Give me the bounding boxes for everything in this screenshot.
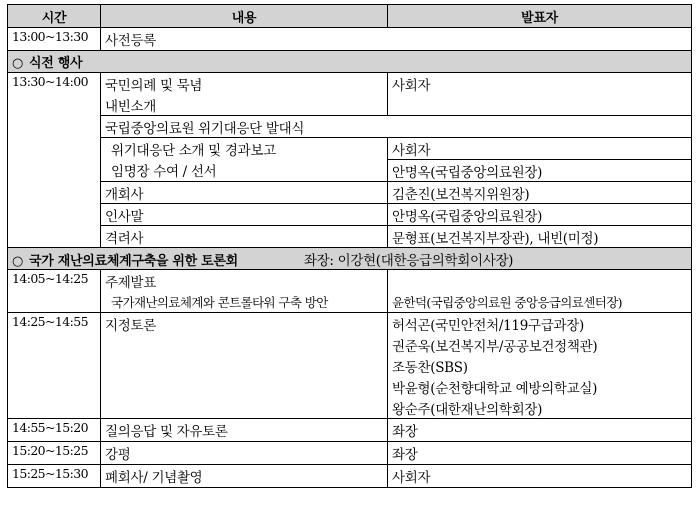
panel-presenter: 허석곤(국민안전처/119구급과장) bbox=[388, 313, 692, 335]
row-presenter: 좌장 bbox=[388, 442, 692, 465]
row-presenter: 사회자 bbox=[388, 465, 692, 488]
table-row bbox=[8, 116, 692, 138]
row-time: 15:20~15:25 bbox=[8, 442, 101, 465]
section-forum bbox=[8, 248, 692, 270]
table-row bbox=[8, 291, 692, 313]
row-content: 인사말 bbox=[101, 204, 388, 226]
ceremony-time: 13:30~14:00 bbox=[8, 73, 101, 248]
header-time: 시간 bbox=[8, 5, 101, 28]
row-presenter: 사회자 bbox=[388, 73, 692, 116]
panel-presenter: 박윤형(순천향대학교 예방의학교실) bbox=[388, 376, 692, 397]
row-content: 격려사 bbox=[101, 226, 388, 248]
panel-presenter: 왕순주(대한재난의학회장) bbox=[388, 397, 692, 419]
keynote-time: 14:05~14:25 bbox=[8, 270, 101, 313]
table-row bbox=[8, 160, 692, 182]
registration-time: 13:00~13:30 bbox=[8, 28, 101, 51]
panel-presenter: 조동찬(SBS) bbox=[388, 355, 692, 376]
row-content: 임명장 수여 / 선서 bbox=[101, 160, 388, 182]
keynote-presenter: 윤한덕(국립중앙의료원 중앙응급의료센터장) bbox=[388, 291, 692, 313]
registration-row bbox=[8, 28, 692, 51]
table-row bbox=[8, 270, 692, 292]
row-content: 질의응답 및 자유토론 bbox=[101, 419, 388, 442]
row-presenter: 문형표(보건복지부장관), 내빈(미정) bbox=[388, 226, 692, 248]
row-time: 15:25~15:30 bbox=[8, 465, 101, 488]
schedule-table bbox=[7, 4, 692, 488]
row-content: 내빈소개 bbox=[101, 94, 388, 116]
row-content: 강평 bbox=[101, 442, 388, 465]
keynote-label: 주제발표 bbox=[101, 270, 388, 292]
circle-bullet-icon: ○ bbox=[12, 56, 24, 71]
row-content: 국민의례 및 묵념 bbox=[101, 73, 388, 95]
panel-presenter: 권준욱(보건복지부/공공보건정책관) bbox=[388, 334, 692, 355]
chair-label: 좌장: 이강현(대한응급의학회이사장) bbox=[303, 252, 514, 269]
circle-bullet-icon: ○ bbox=[12, 253, 24, 269]
header-presenter: 발표자 bbox=[388, 5, 692, 28]
section-opening bbox=[8, 51, 692, 73]
table-row bbox=[8, 138, 692, 160]
keynote-topic: 국가재난의료체계와 콘트롤타워 구축 방안 bbox=[101, 291, 388, 313]
table-row bbox=[8, 465, 692, 488]
table-row bbox=[8, 204, 692, 226]
registration-content: 사전등록 bbox=[101, 28, 692, 51]
row-content: 위기대응단 소개 및 경과보고 bbox=[101, 138, 388, 160]
row-presenter: 김춘진(보건복지위원장) bbox=[388, 182, 692, 204]
table-row bbox=[8, 73, 692, 95]
panel-label: 지정토론 bbox=[101, 313, 388, 419]
row-content: 국립중앙의료원 위기대응단 발대식 bbox=[101, 116, 692, 138]
section-title: 국가 재난의료체계구축을 위한 토론회 bbox=[29, 253, 238, 269]
section-title: 식전 행사 bbox=[29, 56, 83, 71]
table-row bbox=[8, 442, 692, 465]
table-row bbox=[8, 313, 692, 335]
table-row bbox=[8, 226, 692, 248]
row-presenter: 안명옥(국립중앙의료원장) bbox=[388, 204, 692, 226]
header-content: 내용 bbox=[101, 5, 388, 28]
table-row bbox=[8, 419, 692, 442]
row-presenter: 안명옥(국립중앙의료원장) bbox=[388, 160, 692, 182]
row-presenter: 사회자 bbox=[388, 138, 692, 160]
header-row bbox=[8, 5, 692, 28]
panel-time: 14:25~14:55 bbox=[8, 313, 101, 419]
row-content: 개회사 bbox=[101, 182, 388, 204]
table-row bbox=[8, 182, 692, 204]
row-presenter: 좌장 bbox=[388, 419, 692, 442]
row-content: 폐회사/ 기념촬영 bbox=[101, 465, 388, 488]
row-time: 14:55~15:20 bbox=[8, 419, 101, 442]
